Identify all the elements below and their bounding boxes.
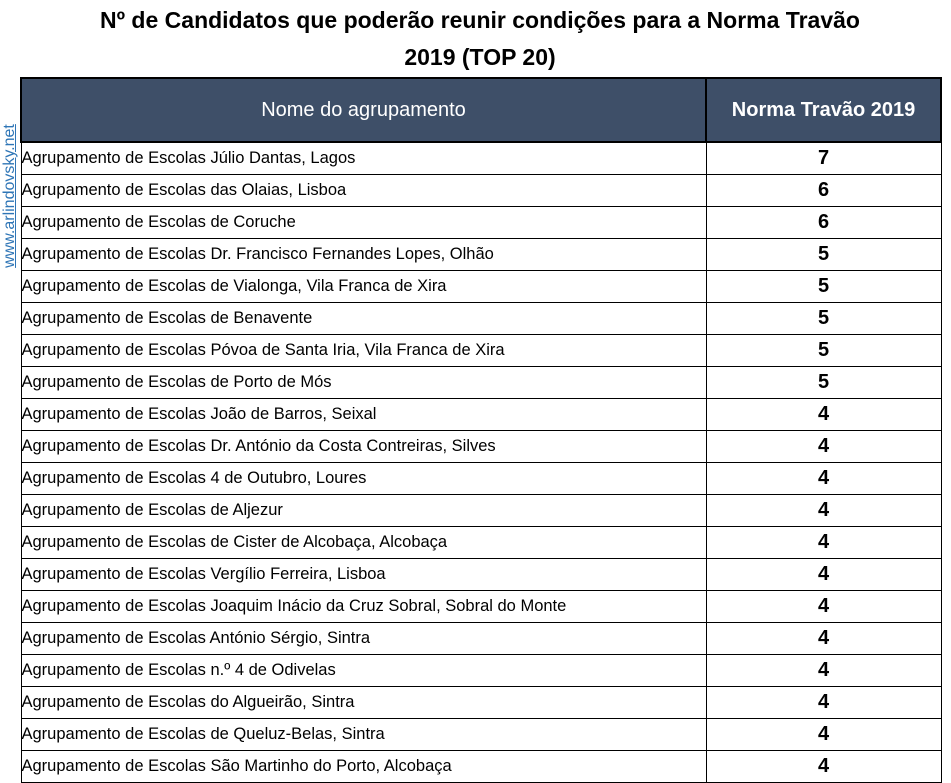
school-name-cell: Agrupamento de Escolas de Vialonga, Vila Franca de Xira <box>21 271 706 303</box>
table-row <box>21 335 941 367</box>
table-row <box>21 175 941 207</box>
candidate-count-cell: 4 <box>706 527 941 559</box>
table-row <box>21 239 941 271</box>
table-row <box>21 719 941 751</box>
school-name-cell: Agrupamento de Escolas das Olaias, Lisboa <box>21 175 706 207</box>
table-row <box>21 591 941 623</box>
school-name-cell: Agrupamento de Escolas Joaquim Inácio da Cruz Sobral, Sobral do Monte <box>21 591 706 623</box>
table-body <box>21 142 941 783</box>
candidate-count-cell: 5 <box>706 335 941 367</box>
school-name-cell: Agrupamento de Escolas António Sérgio, Sintra <box>21 623 706 655</box>
school-name-cell: Agrupamento de Escolas de Queluz-Belas, Sintra <box>21 719 706 751</box>
table-row <box>21 367 941 399</box>
table-row <box>21 623 941 655</box>
candidate-count-cell: 4 <box>706 719 941 751</box>
candidate-count-cell: 5 <box>706 271 941 303</box>
table-row <box>21 431 941 463</box>
candidate-count-cell: 6 <box>706 175 941 207</box>
candidate-count-cell: 4 <box>706 495 941 527</box>
candidate-count-cell: 4 <box>706 463 941 495</box>
candidate-count-cell: 5 <box>706 367 941 399</box>
table-row <box>21 207 941 239</box>
title-line-1: Nº de Candidatos que poderão reunir condições para a Norma Travão <box>100 7 860 33</box>
school-name-cell: Agrupamento de Escolas de Cister de Alcobaça, Alcobaça <box>21 527 706 559</box>
watermark-link[interactable]: www.arlindovsky.net <box>1 124 18 268</box>
candidate-count-cell: 4 <box>706 559 941 591</box>
school-name-cell: Agrupamento de Escolas do Algueirão, Sintra <box>21 687 706 719</box>
candidate-count-cell: 4 <box>706 431 941 463</box>
school-name-cell: Agrupamento de Escolas Dr. António da Costa Contreiras, Silves <box>21 431 706 463</box>
school-name-cell: Agrupamento de Escolas de Porto de Mós <box>21 367 706 399</box>
column-header-value: Norma Travão 2019 <box>706 78 941 142</box>
table-row <box>21 271 941 303</box>
school-name-cell: Agrupamento de Escolas São Martinho do Porto, Alcobaça <box>21 751 706 783</box>
ranking-table <box>20 77 942 783</box>
school-name-cell: Agrupamento de Escolas Vergílio Ferreira, Lisboa <box>21 559 706 591</box>
school-name-cell: Agrupamento de Escolas 4 de Outubro, Loures <box>21 463 706 495</box>
page-title <box>20 2 940 76</box>
column-header-name: Nome do agrupamento <box>21 78 706 142</box>
candidate-count-cell: 4 <box>706 751 941 783</box>
candidate-count-cell: 4 <box>706 687 941 719</box>
candidate-count-cell: 4 <box>706 399 941 431</box>
school-name-cell: Agrupamento de Escolas de Aljezur <box>21 495 706 527</box>
school-name-cell: Agrupamento de Escolas João de Barros, Seixal <box>21 399 706 431</box>
table-header-row <box>21 78 941 142</box>
school-name-cell: Agrupamento de Escolas de Coruche <box>21 207 706 239</box>
candidate-count-cell: 7 <box>706 142 941 175</box>
school-name-cell: Agrupamento de Escolas n.º 4 de Odivelas <box>21 655 706 687</box>
candidate-count-cell: 4 <box>706 655 941 687</box>
table-row <box>21 687 941 719</box>
table-row <box>21 559 941 591</box>
table-row <box>21 655 941 687</box>
school-name-cell: Agrupamento de Escolas de Benavente <box>21 303 706 335</box>
table-row <box>21 463 941 495</box>
table-row <box>21 142 941 175</box>
table-row <box>21 399 941 431</box>
table-row <box>21 495 941 527</box>
table-row <box>21 303 941 335</box>
candidate-count-cell: 5 <box>706 303 941 335</box>
table-row <box>21 527 941 559</box>
candidate-count-cell: 4 <box>706 623 941 655</box>
school-name-cell: Agrupamento de Escolas Dr. Francisco Fernandes Lopes, Olhão <box>21 239 706 271</box>
candidate-count-cell: 4 <box>706 591 941 623</box>
school-name-cell: Agrupamento de Escolas Póvoa de Santa Iria, Vila Franca de Xira <box>21 335 706 367</box>
table-row <box>21 751 941 783</box>
title-line-2: 2019 (TOP 20) <box>404 44 556 70</box>
school-name-cell: Agrupamento de Escolas Júlio Dantas, Lagos <box>21 142 706 175</box>
candidate-count-cell: 6 <box>706 207 941 239</box>
candidate-count-cell: 5 <box>706 239 941 271</box>
watermark <box>0 96 20 296</box>
